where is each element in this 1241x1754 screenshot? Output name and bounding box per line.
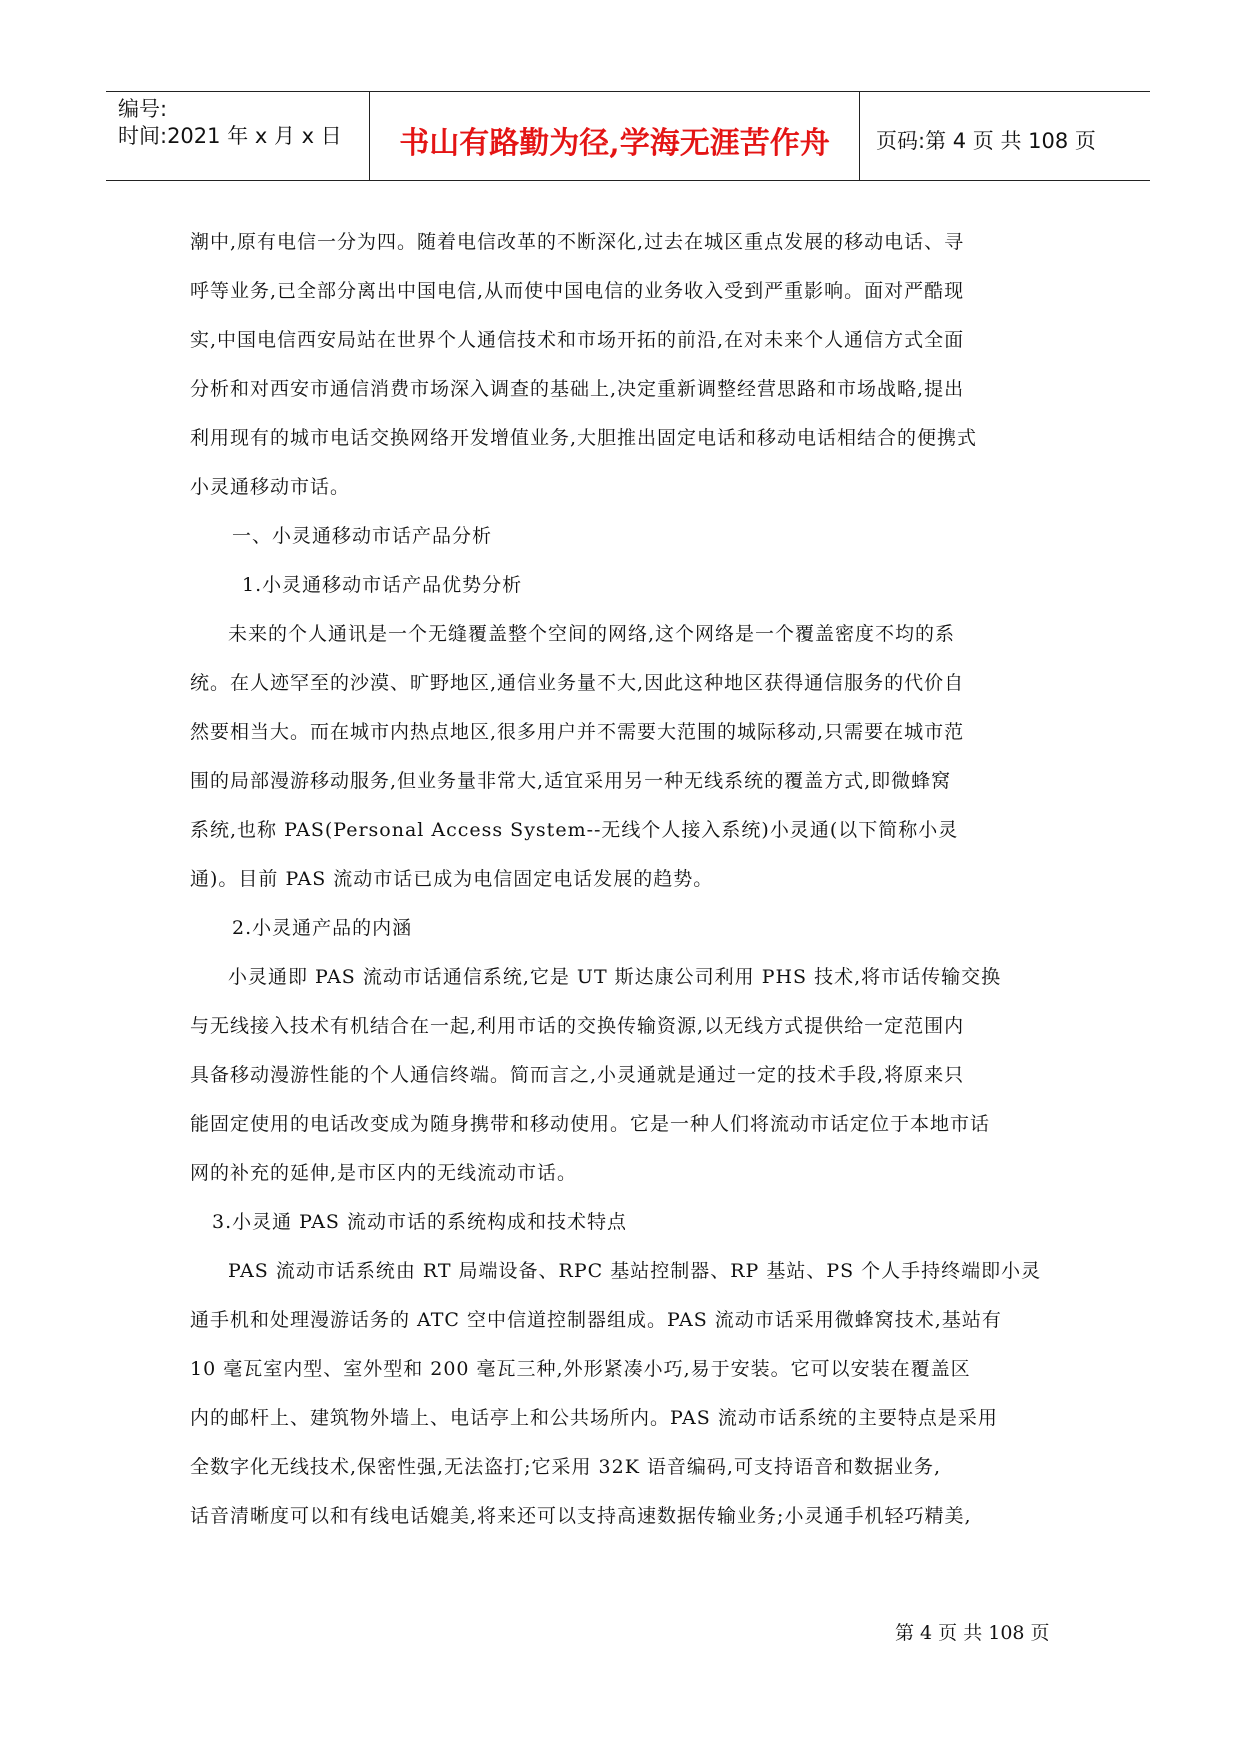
text-line: 内的邮杆上、建筑物外墙上、电话亭上和公共场所内。PAS 流动市话系统的主要特点是采用 bbox=[190, 1407, 998, 1429]
text-line: 系统,也称 PAS(Personal Access System--无线个人接入系统)小灵通(以下简称小灵 bbox=[190, 819, 959, 841]
subsection-heading: 1.小灵通移动市话产品优势分析 bbox=[242, 574, 523, 596]
subsection-heading: 3.小灵通 PAS 流动市话的系统构成和技术特点 bbox=[212, 1211, 627, 1233]
header-divider bbox=[859, 92, 860, 180]
text-line: 话音清晰度可以和有线电话媲美,将来还可以支持高速数据传输业务;小灵通手机轻巧精美, bbox=[190, 1505, 972, 1527]
document-date: 时间:2021 年 x 月 x 日 bbox=[118, 124, 342, 148]
text-line: 分析和对西安市通信消费市场深入调查的基础上,决定重新调整经营思路和市场战略,提出 bbox=[190, 378, 965, 400]
text-line: 呼等业务,已全部分离出中国电信,从而使中国电信的业务收入受到严重影响。面对严酷现 bbox=[190, 280, 965, 302]
paragraph-intro bbox=[190, 218, 1060, 512]
text-line: 能固定使用的电话改变成为随身携带和移动使用。它是一种人们将流动市话定位于本地市话 bbox=[190, 1113, 991, 1135]
text-line: 与无线接入技术有机结合在一起,利用市话的交换传输资源,以无线方式提供给一定范围内 bbox=[190, 1015, 965, 1037]
text-line: 统。在人迹罕至的沙漠、旷野地区,通信业务量不大,因此这种地区获得通信服务的代价自 bbox=[190, 672, 965, 694]
text-line: 未来的个人通讯是一个无缝覆盖整个空间的网络,这个网络是一个覆盖密度不均的系 bbox=[228, 623, 956, 645]
text-line: 通)。目前 PAS 流动市话已成为电信固定电话发展的趋势。 bbox=[190, 868, 714, 890]
text-line: 全数字化无线技术,保密性强,无法盗打;它采用 32K 语音编码,可支持语音和数据业务, bbox=[190, 1456, 942, 1478]
text-line: 具备移动漫游性能的个人通信终端。简而言之,小灵通就是通过一定的技术手段,将原来只 bbox=[190, 1064, 965, 1086]
paragraph-system bbox=[190, 1247, 1060, 1541]
text-line: PAS 流动市话系统由 RT 局端设备、RPC 基站控制器、RP 基站、PS 个人手持终端即小灵 bbox=[228, 1260, 1042, 1282]
text-line: 通手机和处理漫游话务的 ATC 空中信道控制器组成。PAS 流动市话采用微蜂窝技术,基站有 bbox=[190, 1309, 1002, 1331]
text-line: 然要相当大。而在城市内热点地区,很多用户并不需要大范围的城际移动,只需要在城市范 bbox=[190, 721, 965, 743]
text-line: 小灵通移动市话。 bbox=[190, 476, 351, 498]
text-line: 利用现有的城市电话交换网络开发增值业务,大胆推出固定电话和移动电话相结合的便携式 bbox=[190, 427, 978, 449]
document-number-label: 编号: bbox=[118, 97, 168, 121]
text-line: 10 毫瓦室内型、室外型和 200 毫瓦三种,外形紧凑小巧,易于安装。它可以安装在覆盖区 bbox=[190, 1358, 971, 1380]
text-line: 实,中国电信西安局站在世界个人通信技术和市场开拓的前沿,在对未来个人通信方式全面 bbox=[190, 329, 965, 351]
page-header bbox=[106, 91, 1150, 181]
paragraph-advantages bbox=[190, 610, 1060, 904]
document-body bbox=[190, 218, 1060, 1541]
text-line: 网的补充的延伸,是市区内的无线流动市话。 bbox=[190, 1162, 578, 1184]
paragraph-connotation bbox=[190, 953, 1060, 1198]
text-line: 小灵通即 PAS 流动市话通信系统,它是 UT 斯达康公司利用 PHS 技术,将市话传输交换 bbox=[228, 966, 1002, 988]
page-footer: 第 4 页 共 108 页 bbox=[895, 1622, 1050, 1644]
header-motto: 书山有路勤为径,学海无涯苦作舟 bbox=[399, 126, 830, 161]
text-line: 围的局部漫游移动服务,但业务量非常大,适宜采用另一种无线系统的覆盖方式,即微蜂窝 bbox=[190, 770, 952, 792]
section-heading: 一、小灵通移动市话产品分析 bbox=[232, 525, 493, 547]
header-page-code: 页码:第 4 页 共 108 页 bbox=[876, 129, 1096, 153]
text-line: 潮中,原有电信一分为四。随着电信改革的不断深化,过去在城区重点发展的移动电话、寻 bbox=[190, 231, 965, 253]
subsection-heading: 2.小灵通产品的内涵 bbox=[232, 917, 413, 939]
header-meta bbox=[118, 92, 368, 180]
